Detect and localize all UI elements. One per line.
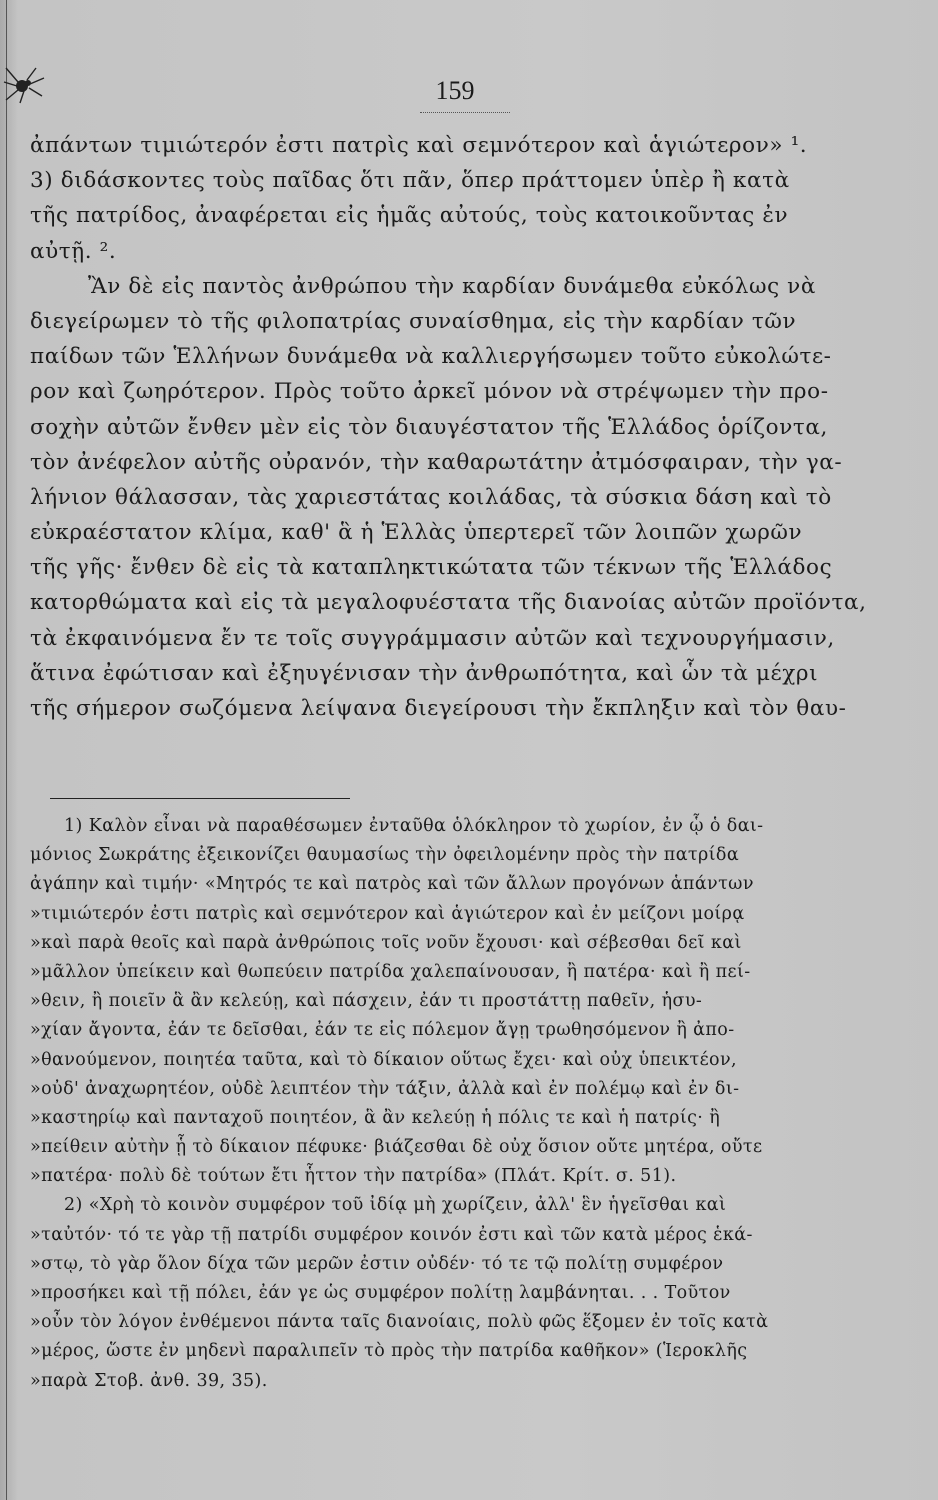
text-line: λήνιον θάλασσαν, τὰς χαριεστάτας κοιλάδας, τὰ σύσκια δάση καὶ τὸ — [30, 484, 832, 510]
footnotes — [30, 812, 860, 1396]
text-line: ἅτινα ἐφώτισαν καὶ ἐξηυγένισαν τὴν ἀνθρωπότητα, καὶ ὧν τὰ μέχρι — [30, 660, 819, 686]
text-line: αὐτῇ. ². — [30, 238, 117, 264]
text-line: τῆς πατρίδος, ἀναφέρεται εἰς ἡμᾶς αὐτούς, τοὺς κατοικοῦντας ἐν — [30, 203, 789, 229]
text-line: εὐκραέστατον κλίμα, καθ' ἃ ἡ Ἑλλὰς ὑπερτερεῖ τῶν λοιπῶν χωρῶν — [30, 520, 803, 546]
text-line: Ἂν δὲ εἰς παντὸς ἀνθρώπου τὴν καρδίαν δυνάμεθα εὐκόλως νὰ — [88, 273, 816, 299]
footnote-line: »προσήκει καὶ τῇ πόλει, ἐάν γε ὡς συμφέρον πολίτῃ λαμβάνηται. . . Τοῦτον — [30, 1283, 731, 1303]
footnote-line: μόνιος Σωκράτης ἐξεικονίζει θαυμασίως τὴν ὀφειλομένην πρὸς τὴν πατρίδα — [30, 845, 740, 866]
footnote-line: ἀγάπην καὶ τιμήν· «Μητρός τε καὶ πατρὸς καὶ τῶν ἄλλων προγόνων ἁπάντων — [30, 874, 754, 895]
text-line: κατορθώματα καὶ εἰς τὰ μεγαλοφυέστατα τῆς διανοίας αὐτῶν προϊόντα, — [30, 590, 867, 616]
text-line: παίδων τῶν Ἑλλήνων δυνάμεθα νὰ καλλιεργήσωμεν τοῦτο εὐκολώτε- — [30, 344, 832, 370]
footnote-line: »οὖν τὸν λόγον ἐνθέμενοι πάντα ταῖς διανοίαις, πολὺ φῶς ἕξομεν ἐν τοῖς κατὰ — [30, 1312, 769, 1333]
footnote-line: »ταὐτόν· τό τε γὰρ τῇ πατρίδι συμφέρον κοινόν ἐστι καὶ τῶν κατὰ μέρος ἑκά- — [30, 1224, 753, 1245]
footnote-line: »μᾶλλον ὑπείκειν καὶ θωπεύειν πατρίδα χαλεπαίνουσαν, ἢ πατέρα· καὶ ἢ πεί- — [30, 961, 751, 982]
footnote-line: »θειν, ἢ ποιεῖν ἃ ἂν κελεύῃ, καὶ πάσχειν, ἐάν τι προστάττῃ παθεῖν, ἡσυ- — [30, 991, 703, 1012]
main-text — [30, 128, 867, 726]
spider-mark-icon — [2, 64, 46, 104]
footnote-line: »χίαν ἄγοντα, ἐάν τε δεῖσθαι, ἐάν τε εἰς πόλεμον ἄγῃ τρωθησόμενον ἢ ἀπο- — [30, 1020, 735, 1041]
footnote-line: »τιμιώτερόν ἐστι πατρὶς καὶ σεμνότερον καὶ ἁγιώτερον καὶ ἐν μείζονι μοίρᾳ — [30, 903, 745, 924]
footnote-line: »πείθειν αὐτὴν ᾗ τὸ δίκαιον πέφυκε· βιάζεσθαι δὲ οὐχ ὅσιον οὔτε μητέρα, οὔτε — [30, 1137, 763, 1158]
footnote-line: »θανούμενον, ποιητέα ταῦτα, καὶ τὸ δίκαιον οὕτως ἔχει· καὶ οὐχ ὑπεικτέον, — [30, 1049, 737, 1070]
footnote-line: 2) «Χρὴ τὸ κοινὸν συμφέρον τοῦ ἰδίᾳ μὴ χωρίζειν, ἀλλ' ἓν ἡγεῖσθαι καὶ — [64, 1195, 727, 1216]
text-line: τῆς σήμερον σωζόμενα λείψανα διεγείρουσι τὴν ἔκπληξιν καὶ τὸν θαυ- — [30, 696, 847, 721]
binding-edge — [6, 0, 7, 1500]
text-line: τὰ ἐκφαινόμενα ἔν τε τοῖς συγγράμμασιν αὐτῶν καὶ τεχνουργήμασιν, — [30, 625, 835, 651]
footnote-line: »οὐδ' ἀναχωρητέον, οὐδὲ λειπτέον τὴν τάξιν, ἀλλὰ καὶ ἐν πολέμῳ καὶ ἐν δι- — [30, 1078, 740, 1099]
text-line: τὸν ἀνέφελον αὐτῆς οὐρανόν, τὴν καθαρωτάτην ἀτμόσφαιραν, τὴν γα- — [30, 449, 843, 475]
footnote-line: »καὶ παρὰ θεοῖς καὶ παρὰ ἀνθρώποις τοῖς νοῦν ἔχουσι· καὶ σέβεσθαι δεῖ καὶ — [30, 932, 742, 953]
footnote-line: »καστηρίῳ καὶ πανταχοῦ ποιητέον, ἃ ἂν κελεύῃ ἡ πόλις τε καὶ ἡ πατρίς· ἢ — [30, 1107, 721, 1128]
text-line: 3) διδάσκοντες τοὺς παῖδας ὅτι πᾶν, ὅπερ πράττομεν ὑπὲρ ἢ κατὰ — [30, 168, 790, 194]
text-line: ρον καὶ ζωηρότερον. Πρὸς τοῦτο ἀρκεῖ μόνον νὰ στρέψωμεν τὴν προ- — [30, 379, 829, 405]
page-number-underline — [420, 112, 510, 113]
footnote-separator — [50, 798, 350, 799]
footnote-line: »παρὰ Στοβ. ἀνθ. 39, 35). — [30, 1370, 268, 1391]
text-line: σοχὴν αὐτῶν ἔνθεν μὲν εἰς τὸν διαυγέστατον τῆς Ἑλλάδος ὁρίζοντα, — [30, 414, 828, 440]
footnote-line: 1) Καλὸν εἶναι νὰ παραθέσωμεν ἐνταῦθα ὁλόκληρον τὸ χωρίον, ἐν ᾧ ὁ δαι- — [64, 816, 764, 836]
footnote-line: »πατέρα· πολὺ δὲ τούτων ἔτι ἧττον τὴν πατρίδα» (Πλάτ. Κρίτ. σ. 51). — [30, 1166, 677, 1187]
text-line: διεγείρωμεν τὸ τῆς φιλοπατρίας συναίσθημα, εἰς τὴν καρδίαν τῶν — [30, 308, 797, 334]
text-line: ἀπάντων τιμιώτερόν ἐστι πατρὶς καὶ σεμνότερον καὶ ἁγιώτερον» ¹. — [30, 133, 808, 158]
page-number: 159 — [435, 76, 475, 105]
footnote-line: »μέρος, ὥστε ἐν μηδενὶ παραλιπεῖν τὸ πρὸς τὴν πατρίδα καθῆκον» (Ἱεροκλῆς — [30, 1341, 748, 1362]
footnote-line: »στῳ, τὸ γὰρ ὅλον δίχα τῶν μερῶν ἐστιν οὐδέν· τό τε τῷ πολίτῃ συμφέρον — [30, 1253, 724, 1274]
text-line: τῆς γῆς· ἔνθεν δὲ εἰς τὰ καταπληκτικώτατα τῶν τέκνων τῆς Ἑλλάδος — [30, 555, 833, 581]
